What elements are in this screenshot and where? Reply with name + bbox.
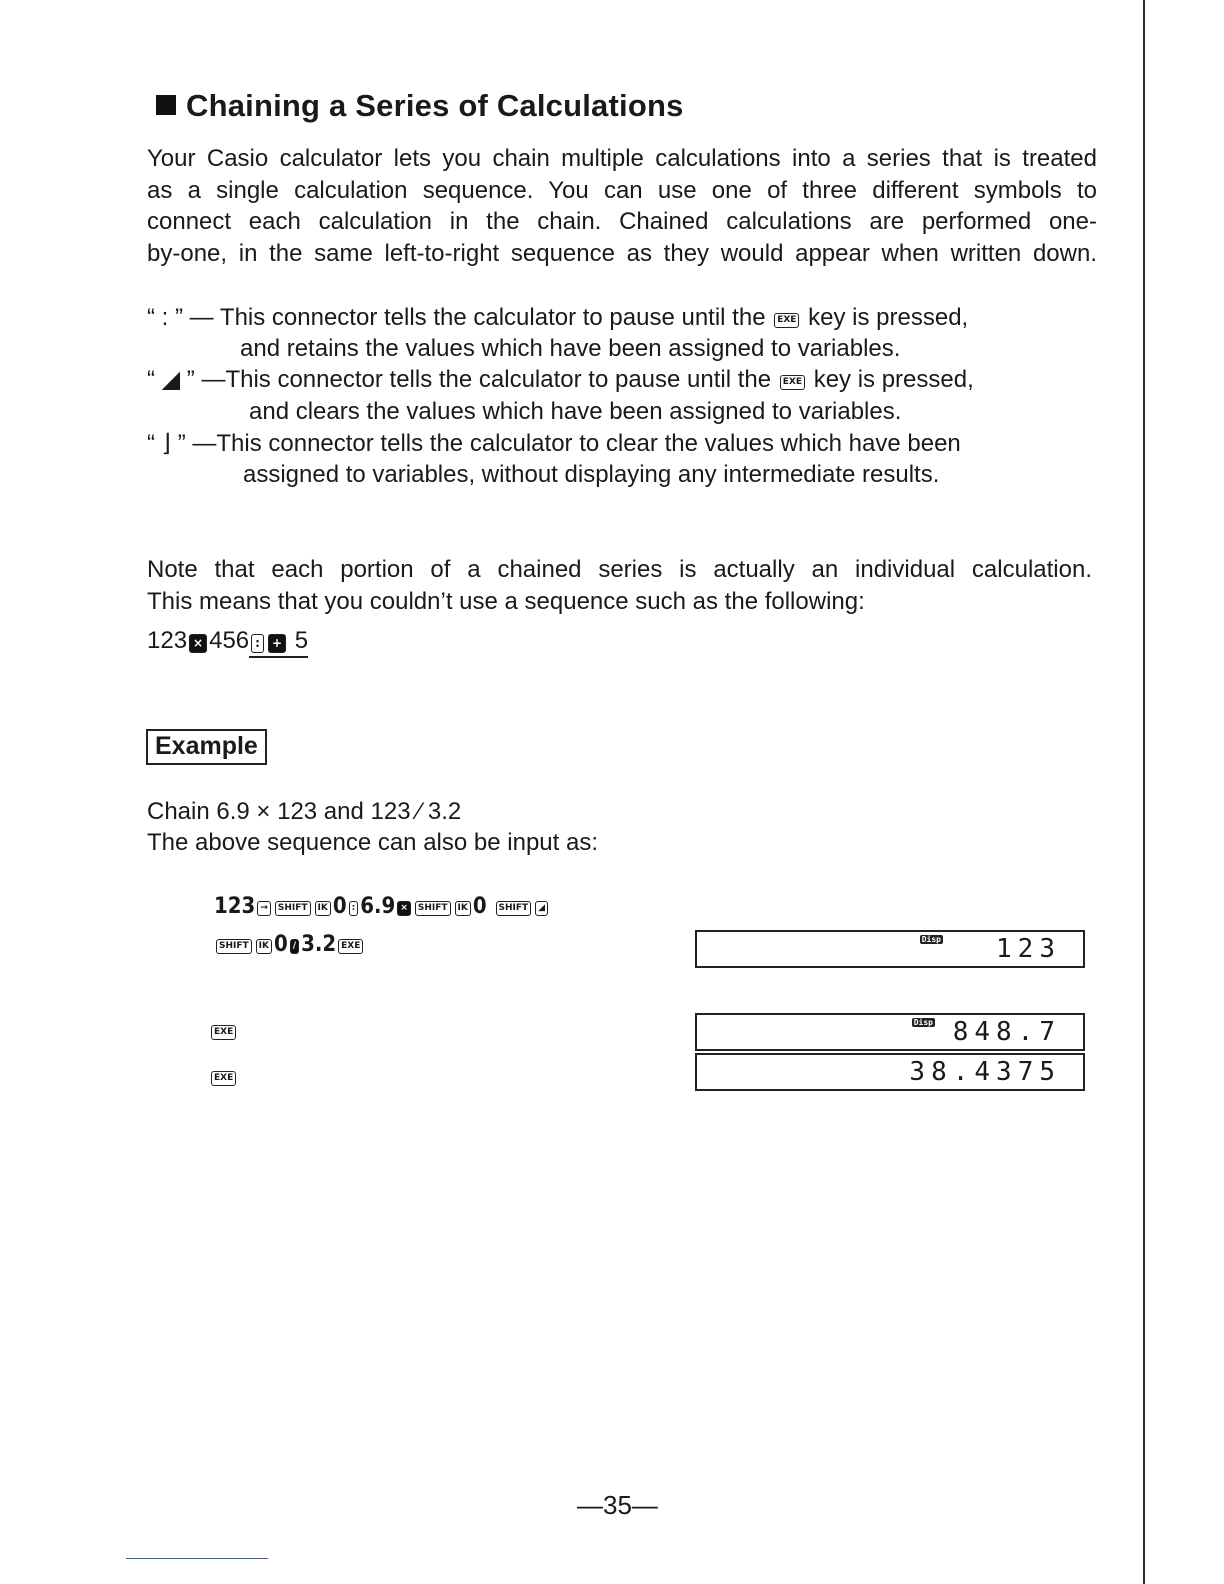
exe-step-2 (209, 1064, 238, 1089)
example-description (147, 796, 598, 858)
display-connector-key-icon: ◢ (535, 901, 548, 916)
connector-symbol: “ ⌋ ” (147, 430, 186, 457)
connector-display-line2: and clears the values which have been assigned to variables. (249, 398, 902, 425)
connector-symbol: “ ◢ ” (147, 366, 195, 393)
shift-key-icon: SHIFT (216, 939, 252, 954)
page-edge-rule (1143, 0, 1145, 1584)
section-title (156, 88, 684, 124)
intro-line: Your Casio calculator lets you chain multiple calculations into a series that is treated (147, 145, 1097, 172)
note-line: Note that each portion of a chained series is actually an individual calculation. (147, 556, 1092, 583)
ik-key-icon: IK (455, 901, 471, 916)
multiply-key-icon: × (189, 634, 207, 653)
display-value: 38.4375 (909, 1057, 1061, 1087)
calculator-display-2 (695, 1013, 1085, 1051)
note-paragraph (147, 554, 1092, 617)
key-sequence-row2: SHIFT IK 0 ∕ 3.2 EXE (214, 932, 365, 957)
exe-key-icon: EXE (774, 313, 799, 328)
connector-clear-line2: assigned to variables, without displaying any intermediate results. (243, 461, 940, 488)
calculator-display-1 (695, 930, 1085, 968)
example-label: Example (146, 729, 267, 765)
exe-step-1 (209, 1018, 238, 1043)
section-title-text: Chaining a Series of Calculations (186, 88, 684, 123)
disp-indicator-icon: Disp (921, 935, 941, 944)
underlined-segment: : + 5 (249, 627, 308, 658)
calculator-display-3 (695, 1053, 1085, 1091)
multiply-key-icon: × (397, 901, 411, 916)
display-value: 848.7 (952, 1017, 1061, 1047)
note-line: This means that you couldn’t use a sequence such as the following: (147, 587, 865, 615)
exe-key-icon: EXE (211, 1071, 236, 1086)
colon-key-icon: : (251, 634, 264, 653)
exe-key-icon: EXE (780, 375, 805, 390)
shift-key-icon: SHIFT (275, 901, 311, 916)
colon-key-icon: : (349, 901, 359, 916)
shift-key-icon: SHIFT (415, 901, 451, 916)
connector-display-line1: “ ◢ ” —This connector tells the calculator to pause until the EXE key is pressed, (147, 366, 974, 393)
connector-colon-line1: “ : ” — This connector tells the calculator to pause until the EXE key is pressed, (147, 304, 969, 331)
display-value: 123 (996, 934, 1061, 964)
example-line: The above sequence can also be input as: (147, 829, 598, 856)
footer-rule (126, 1558, 268, 1559)
page-number: —35— (577, 1490, 658, 1520)
intro-line: by-one, in the same left-to-right sequence as they would appear when written down. (147, 239, 1097, 267)
plus-key-icon: + (268, 634, 286, 653)
intro-paragraph (147, 143, 1097, 269)
assign-arrow-key-icon: → (257, 901, 271, 916)
intro-line: as a single calculation sequence. You can use one of three different symbols to (147, 176, 1097, 204)
ik-key-icon: IK (315, 901, 331, 916)
invalid-sequence: 123 × 456 : + 5 (147, 627, 308, 655)
exe-key-icon: EXE (338, 939, 363, 954)
connector-symbol: “ : ” (147, 304, 183, 331)
connector-clear-line1: “ ⌋ ” —This connector tells the calculator to clear the values which have been (147, 430, 961, 457)
connector-colon-line2: and retains the values which have been assigned to variables. (240, 335, 901, 362)
exe-key-icon: EXE (211, 1025, 236, 1040)
key-sequence-row1: 123 → SHIFT IK 0 : 6.9 × SHIFT IK 0 SHIFT ◢ (214, 894, 550, 919)
divide-key-icon: ∕ (290, 939, 299, 954)
ik-key-icon: IK (256, 939, 272, 954)
intro-line: connect each calculation in the chain. Chained calculations are performed one- (147, 208, 1097, 235)
shift-key-icon: SHIFT (496, 901, 532, 916)
example-line: Chain 6.9 × 123 and 123 ∕ 3.2 (147, 798, 462, 825)
disp-indicator-icon: Disp (913, 1018, 933, 1027)
square-bullet-icon (156, 95, 176, 115)
